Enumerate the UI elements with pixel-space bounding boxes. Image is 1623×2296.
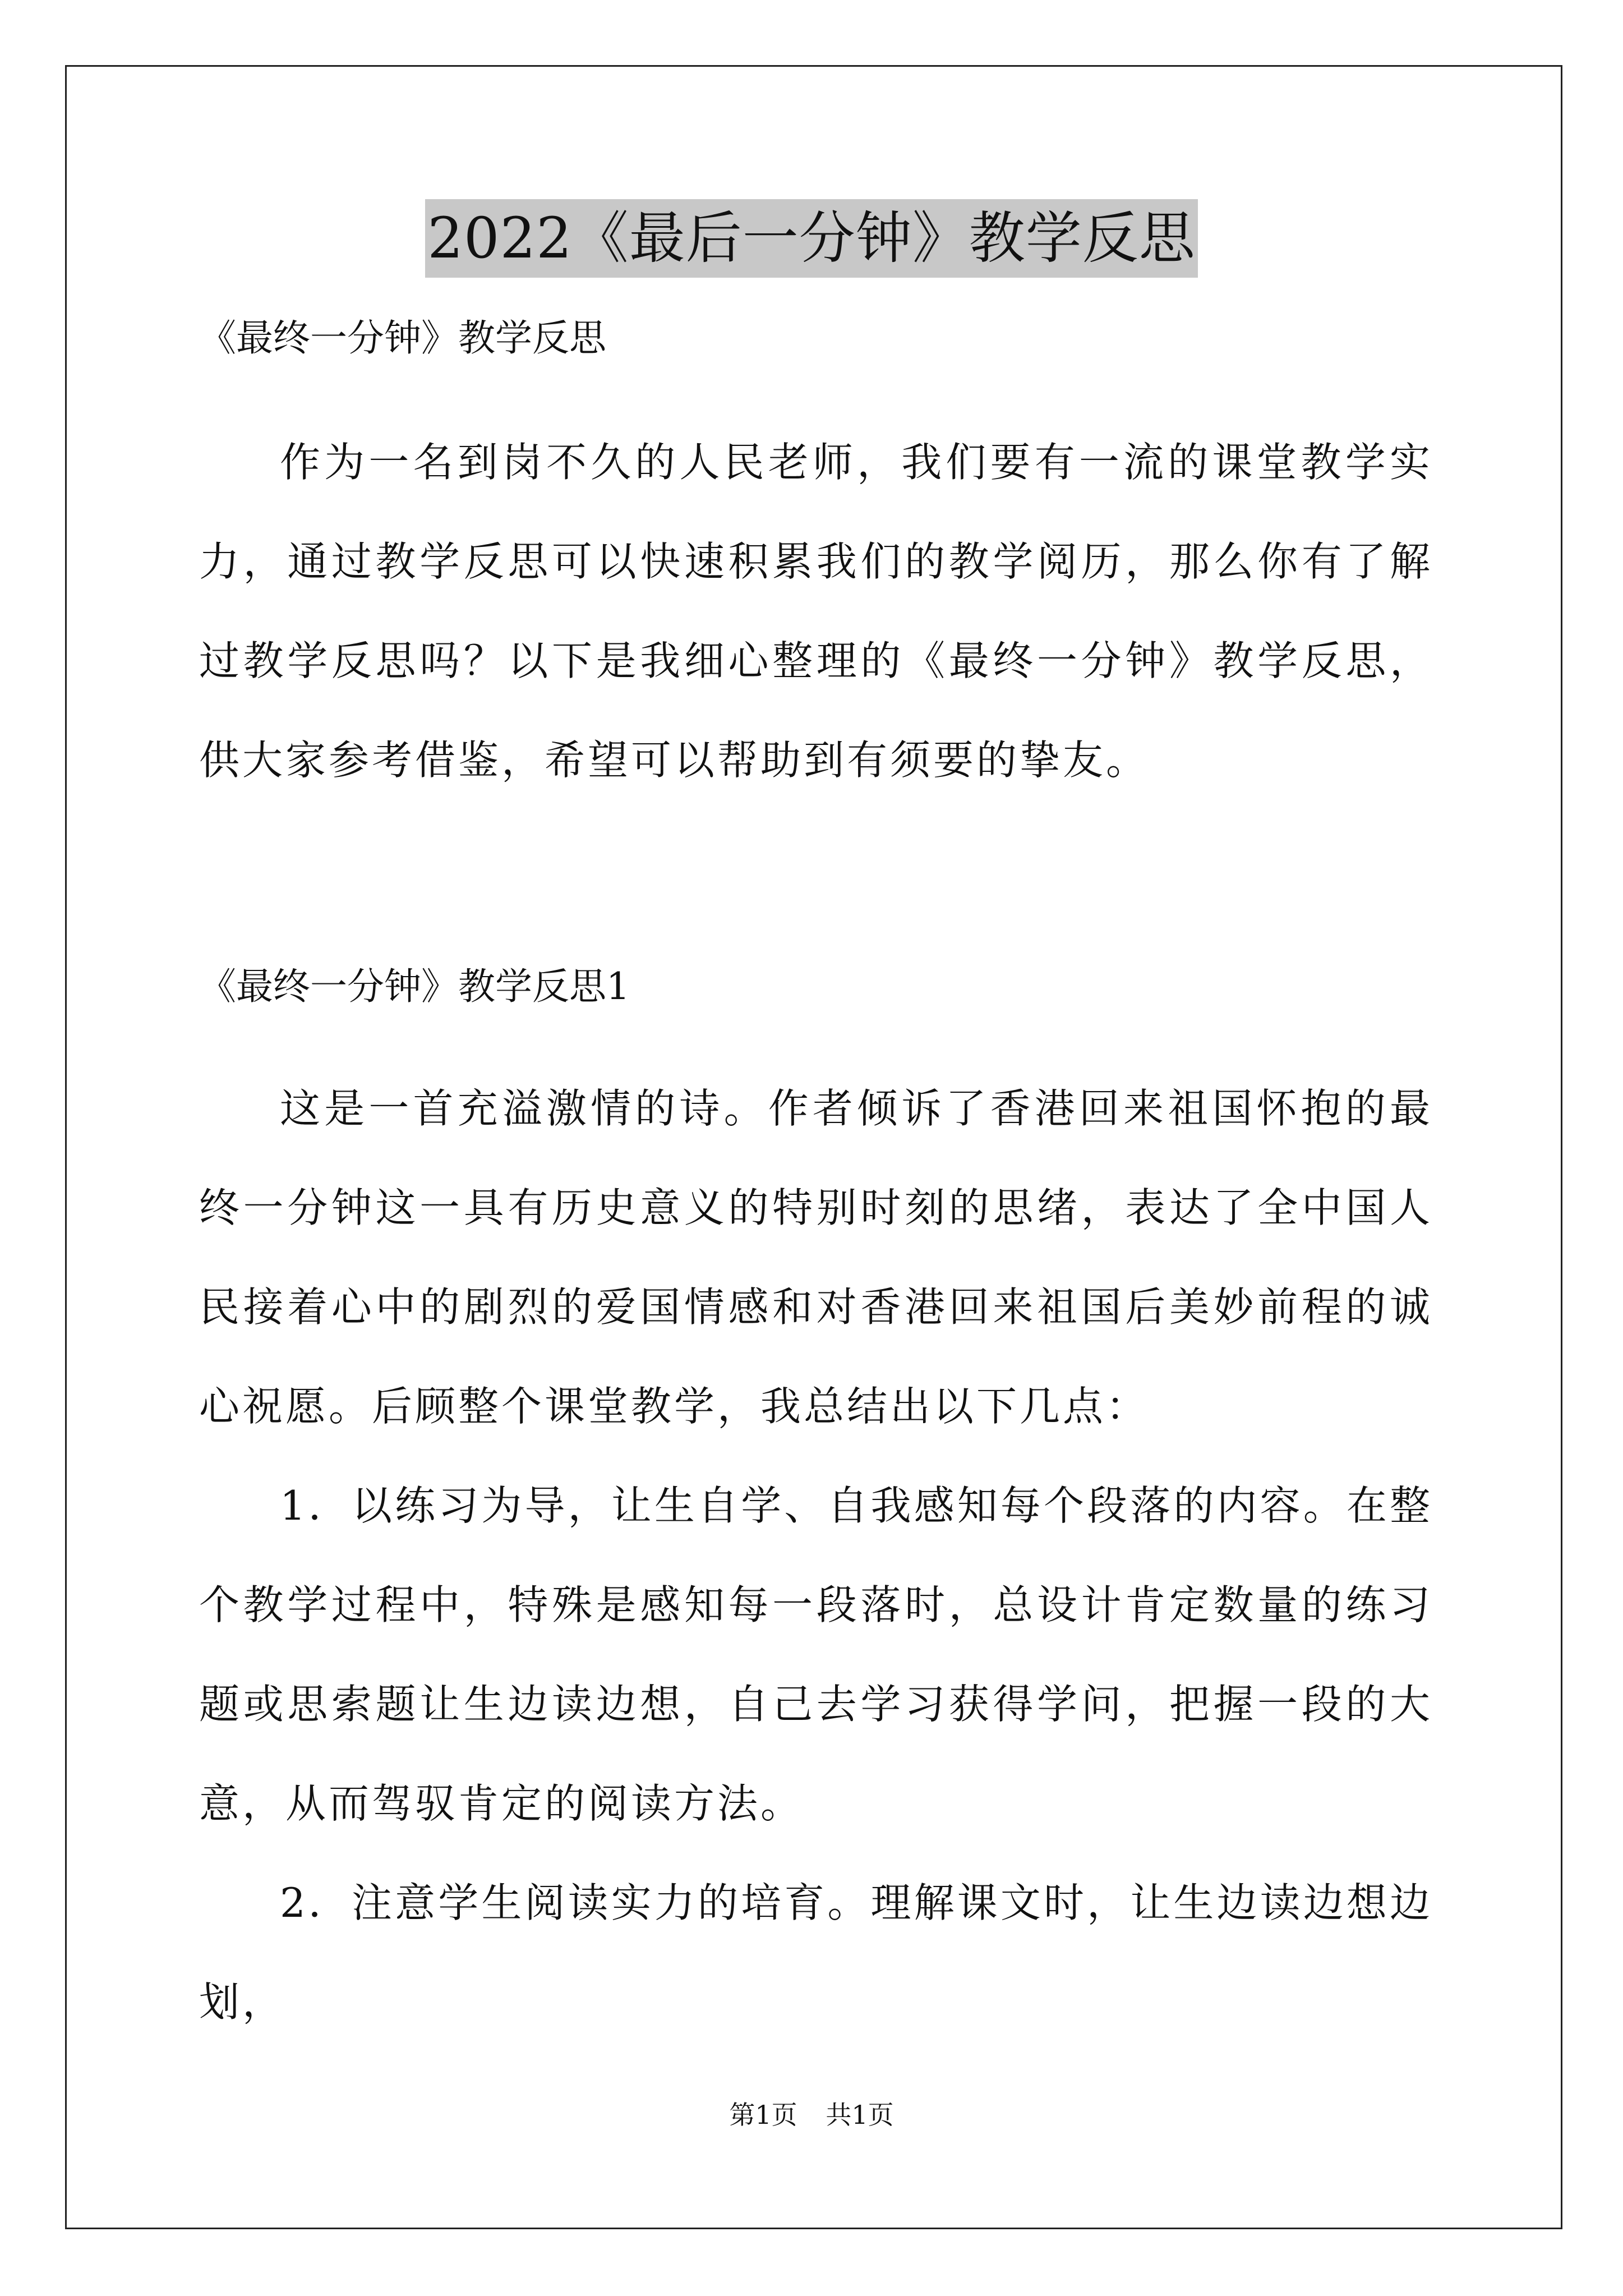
subtitle-heading: 《最终一分钟》教学反思 bbox=[199, 316, 606, 360]
document-title: 2022《最后一分钟》教学反思 bbox=[425, 199, 1198, 278]
page-number-current: 第1页 bbox=[729, 2100, 797, 2130]
title-container bbox=[0, 199, 1623, 278]
section-paragraph-3: 2．注意学生阅读实力的培育。理解课文时，让生边读边想边划， bbox=[199, 1879, 1433, 2026]
page-footer bbox=[0, 2098, 1623, 2132]
page-number-total: 共1页 bbox=[826, 2100, 894, 2130]
intro-paragraph: 作为一名到岗不久的人民老师，我们要有一流的课堂教学实力，通过教学反思可以快速积累我们的教学阅历，那么你有了解过教学反思吗？以下是我细心整理的《最终一分钟》教学反思，供大家参考借鉴，希望可以帮助到有须要的挚友。 bbox=[199, 439, 1433, 784]
section-paragraph-1: 这是一首充溢激情的诗。作者倾诉了香港回来祖国怀抱的最终一分钟这一具有历史意义的特别时刻的思绪，表达了全中国人民接着心中的剧烈的爱国情感和对香港回来祖国后美妙前程的诚心祝愿。后顾整个课堂教学，我总结出以下几点： bbox=[199, 1085, 1433, 1430]
document-body bbox=[199, 307, 1433, 2052]
section-paragraph-2: 1．以练习为导，让生自学、自我感知每个段落的内容。在整个教学过程中，特殊是感知每一段落时，总设计肯定数量的练习题或思索题让生边读边想，自己去学习获得学问，把握一段的大意，从而驾驭肯定的阅读方法。 bbox=[199, 1482, 1433, 1827]
section-heading: 《最终一分钟》教学反思1 bbox=[199, 965, 630, 1008]
